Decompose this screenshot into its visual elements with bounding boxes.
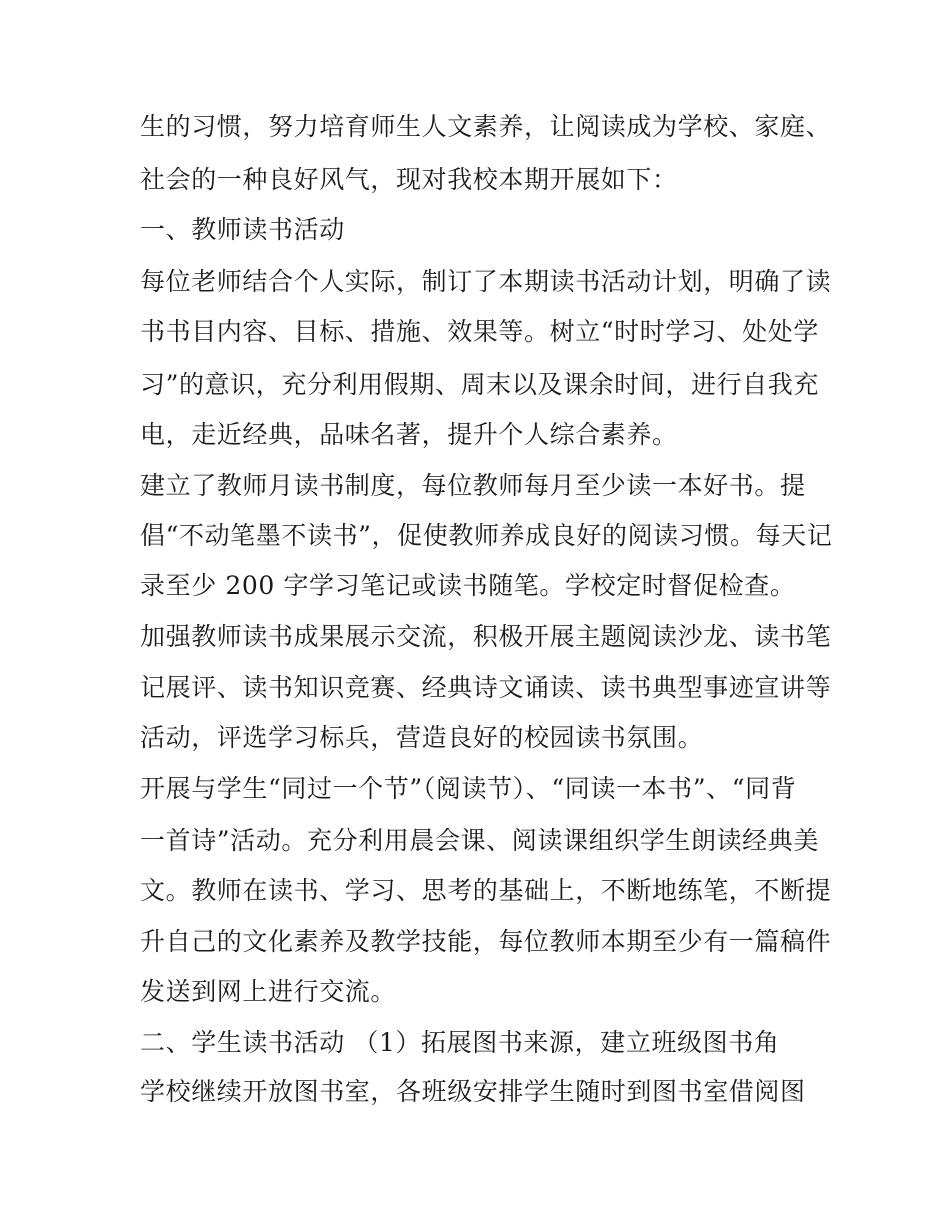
text-line: 记展评、读书知识竞赛、经典诗文诵读、读书典型事迹宣讲等: [140, 673, 832, 702]
text-line: 习”的意识，充分利用假期、周末以及课余时间，进行自我充: [140, 370, 819, 399]
text-line: 升自己的文化素养及教学技能，每位教师本期至少有一篇稿件: [140, 927, 832, 956]
text-line: 每位老师结合个人实际，制订了本期读书活动计划，明确了读: [140, 267, 832, 296]
text-line: 学校继续开放图书室，各班级安排学生随时到图书室借阅图: [140, 1077, 806, 1106]
section-heading: 二、学生读书活动 （1）拓展图书来源，建立班级图书角: [140, 1028, 780, 1057]
text-line: 一首诗”活动。充分利用晨会课、阅读课组织学生朗读经典美: [140, 826, 819, 855]
text-line: 书书目内容、目标、措施、效果等。树立“时时学习、处处学: [140, 317, 819, 346]
text-line: 生的习惯，努力培育师生人文素养，让阅读成为学校、家庭、: [140, 112, 832, 141]
text-line: 社会的一种良好风气，现对我校本期开展如下：: [140, 165, 678, 194]
text-line: 录至少 200 字学习笔记或读书随笔。学校定时督促检查。: [140, 571, 796, 600]
text-line: 加强教师读书成果展示交流，积极开展主题阅读沙龙、读书笔: [140, 622, 832, 651]
text-line: 活动，评选学习标兵，营造良好的校园读书氛围。: [140, 723, 704, 752]
section-heading: 一、教师读书活动: [140, 215, 345, 244]
text-line: 文。教师在读书、学习、思考的基础上，不断地练笔，不断提: [140, 876, 832, 905]
text-line: 倡“不动笔墨不读书”，促使教师养成良好的阅读习惯。每天记: [140, 521, 833, 550]
text-line: 发送到网上进行交流。: [140, 977, 397, 1006]
text-line: 电，走近经典，品味名著，提升个人综合素养。: [140, 420, 678, 449]
text-line: 开展与学生“同过一个节”（阅读节）、“同读一本书”、“同背: [140, 774, 797, 803]
text-line: 建立了教师月读书制度，每位教师每月至少读一本好书。提: [140, 471, 806, 500]
